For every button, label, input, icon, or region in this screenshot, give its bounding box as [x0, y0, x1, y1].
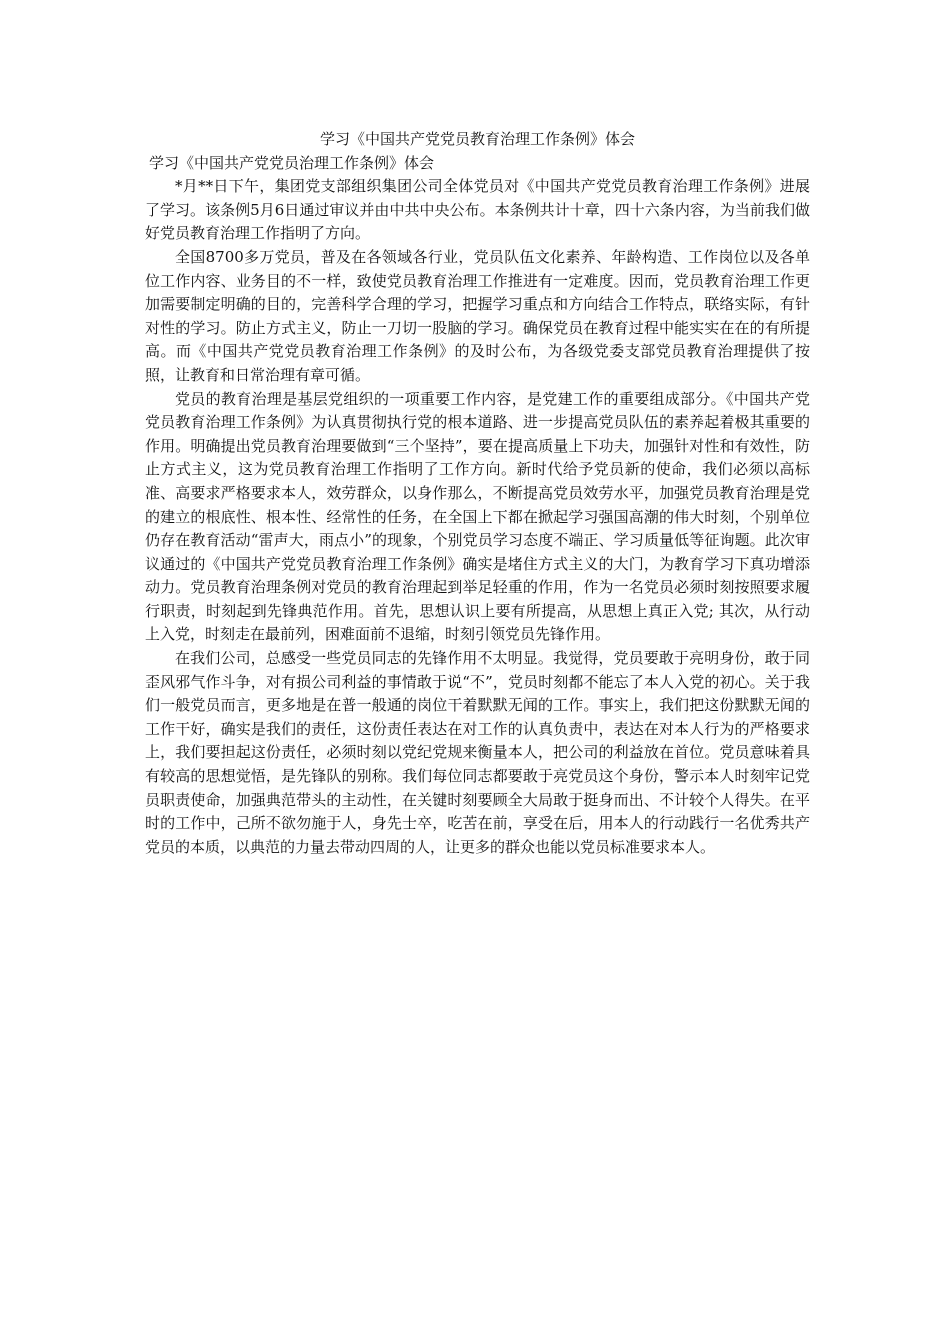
- paragraph-4: 在我们公司，总感受一些党员同志的先锋作用不太明显。我觉得，党员要敢于亮明身份，敢于同歪风邪气作斗争，对有损公司利益的事情敢于说“不”，党员时刻都不能忘了本人入党的初心。关于我们一般党员而言，更多地是在普一般通的岗位干着默默无闻的工作。事实上，我们把这份默默无闻的工作干好，确实是我们的责任，这份责任表达在对工作的认真负责中，表达在对本人行为的严格要求上，我们要担起这份责任，必须时刻以党纪党规来衡量本人，把公司的利益放在首位。党员意味着具有较高的思想觉悟，是先锋队的别称。我们每位同志都要敢于亮党员这个身份，警示本人时刻牢记党员职责使命，加强典范带头的主动性，在关键时刻要顾全大局敢于挺身而出、不计较个人得失。在平时的工作中，己所不欲勿施于人，身先士卒，吃苦在前，享受在后，用本人的行动践行一名优秀共产党员的本质，以典范的力量去带动四周的人，让更多的群众也能以党员标准要求本人。: [145, 649, 810, 856]
- document-body: [145, 128, 810, 859]
- paragraph-3: 党员的教育治理是基层党组织的一项重要工作内容，是党建工作的重要组成部分。《中国共产党党员教育治理工作条例》为认真贯彻执行党的根本道路、进一步提高党员队伍的素养起着极其重要的作用。明确提出党员教育治理要做到“三个坚持”，要在提高质量上下功夫，加强针对性和有效性，防止方式主义，这为党员教育治理工作指明了工作方向。新时代给予党员新的使命，我们必须以高标准、高要求严格要求本人，效劳群众，以身作那么，不断提高党员效劳水平，加强党员教育治理是党的建立的根底性、根本性、经常性的任务，在全国上下都在掀起学习强国高潮的伟大时刻，个别单位仍存在教育活动“雷声大，雨点小”的现象，个别党员学习态度不端正、学习质量低等征询题。此次审议通过的《中国共产党党员教育治理工作条例》确实是堵住方式主义的大门，为教育学习下真功增添动力。党员教育治理条例对党员的教育治理起到举足轻重的作用，作为一名党员必须时刻按照要求履行职责，时刻起到先锋典范作用。首先，思想认识上要有所提高，从思想上真正入党; 其次，从行动上入党，时刻走在最前列，困难面前不退缩，时刻引领党员先锋作用。: [145, 389, 810, 644]
- document-title: 学习《中国共产党党员教育治理工作条例》体会: [319, 130, 635, 148]
- paragraph-2: 全国8700多万党员，普及在各领域各行业，党员队伍文化素养、年龄构造、工作岗位以及各单位工作内容、业务目的不一样，致使党员教育治理工作推进有一定难度。因而，党员教育治理工作更加需要制定明确的目的，完善科学合理的学习，把握学习重点和方向结合工作特点，联络实际，有针对性的学习。防止方式主义，防止一刀切一股脑的学习。确保党员在教育过程中能实实在在的有所提高。而《中国共产党党员教育治理工作条例》的及时公布，为各级党委支部党员教育治理提供了按照，让教育和日常治理有章可循。: [145, 247, 810, 384]
- paragraph-1: *月**日下午，集团党支部组织集团公司全体党员对《中国共产党党员教育治理工作条例》进展了学习。该条例5月6日通过审议并由中共中央公布。本条例共计十章，四十六条内容，为当前我们做好党员教育治理工作指明了方向。: [145, 177, 810, 243]
- document-subtitle: 学习《中国共产党党员治理工作条例》体会: [149, 153, 435, 172]
